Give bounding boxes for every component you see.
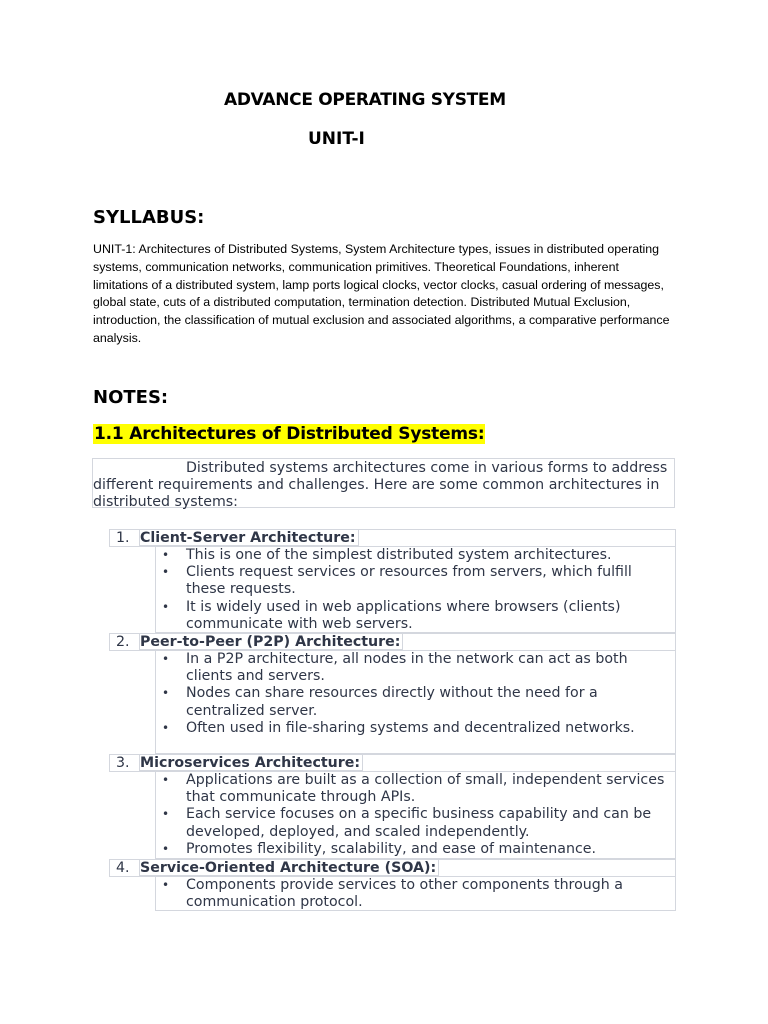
bullet-list (155, 771, 676, 859)
bullet-item (156, 772, 675, 806)
bullet-list (155, 650, 676, 754)
list-heading-text: Service-Oriented Architecture (SOA): (139, 859, 439, 876)
bullet-text: It is widely used in web applications where browsers (clients) communicate with web servers. (186, 598, 621, 632)
bullet-text: Often used in file-sharing systems and decentralized networks. (186, 719, 635, 736)
bullet-list (155, 876, 676, 911)
bullet-item (156, 720, 675, 737)
bullet-item (156, 651, 675, 685)
bullet-icon: • (162, 773, 170, 787)
bullet-text: Clients request services or resources from servers, which fulfill these requests. (186, 564, 632, 598)
intro-paragraph (92, 458, 675, 508)
list-number: 1. (116, 530, 130, 546)
bullet-list (155, 546, 676, 633)
list-number: 2. (116, 634, 130, 650)
list-item-heading (109, 754, 676, 772)
bullet-item (156, 685, 675, 719)
unit-title: UNIT-I (308, 129, 365, 149)
bullet-icon: • (162, 807, 170, 822)
bullet-icon: • (162, 878, 170, 892)
list-heading-text: Microservices Architecture: (139, 754, 363, 771)
bullet-text: Promotes flexibility, scalability, and ease of maintenance. (186, 840, 596, 857)
list-item-heading (109, 859, 676, 877)
bullet-icon: • (162, 841, 170, 856)
bullet-item (156, 547, 675, 564)
bullet-icon: • (162, 720, 170, 735)
bullet-text: Applications are built as a collection of small, independent services that communicate through APIs. (186, 772, 665, 806)
bullet-icon: • (162, 686, 170, 701)
section-heading: 1.1 Architectures of Distributed Systems: (94, 424, 485, 444)
bullet-item (156, 806, 675, 840)
bullet-item (156, 841, 675, 858)
document-title: ADVANCE OPERATING SYSTEM (224, 90, 506, 110)
list-item-heading (109, 633, 676, 651)
bullet-text: Nodes can share resources directly without the need for a centralized server. (186, 685, 598, 719)
bullet-icon: • (162, 652, 170, 666)
list-number: 3. (116, 755, 130, 771)
bullet-text: This is one of the simplest distributed system architectures. (186, 547, 612, 563)
intro-text: Distributed systems architectures come in various forms to address different requirements and challenges. Here are some common architectures in distributed systems: (93, 460, 668, 510)
list-heading-text: Client-Server Architecture: (139, 529, 359, 546)
list-item-heading (109, 529, 676, 547)
bullet-item (156, 877, 675, 911)
bullet-text: Each service focuses on a specific business capability and can be developed, deployed, and scaled independently. (186, 806, 652, 840)
bullet-item (156, 599, 675, 633)
bullet-text: In a P2P architecture, all nodes in the network can act as both clients and servers. (186, 651, 628, 685)
syllabus-heading: SYLLABUS: (93, 207, 205, 228)
list-number: 4. (116, 860, 130, 876)
bullet-icon: • (162, 548, 170, 562)
bullet-icon: • (162, 599, 170, 614)
bullet-text: Components provide services to other components through a communication protocol. (186, 877, 623, 911)
syllabus-paragraph: UNIT-1: Architectures of Distributed Systems, System Architecture types, issues in distributed operating systems, communication networks, communication primitives. Theoretical Foundations, inherent limitations of a distributed system, lamp ports logical clocks, vector clocks, casual ordering of messages, global state, cuts of a distributed computation, termination detection. Distributed Mutual Exclusion, introduction, the classification of mutual exclusion and associated algorithms, a comparative performance analysis. (93, 242, 670, 345)
bullet-icon: • (162, 565, 170, 580)
list-heading-text: Peer-to-Peer (P2P) Architecture: (139, 633, 403, 650)
bullet-item (156, 564, 675, 598)
notes-heading: NOTES: (93, 387, 169, 408)
